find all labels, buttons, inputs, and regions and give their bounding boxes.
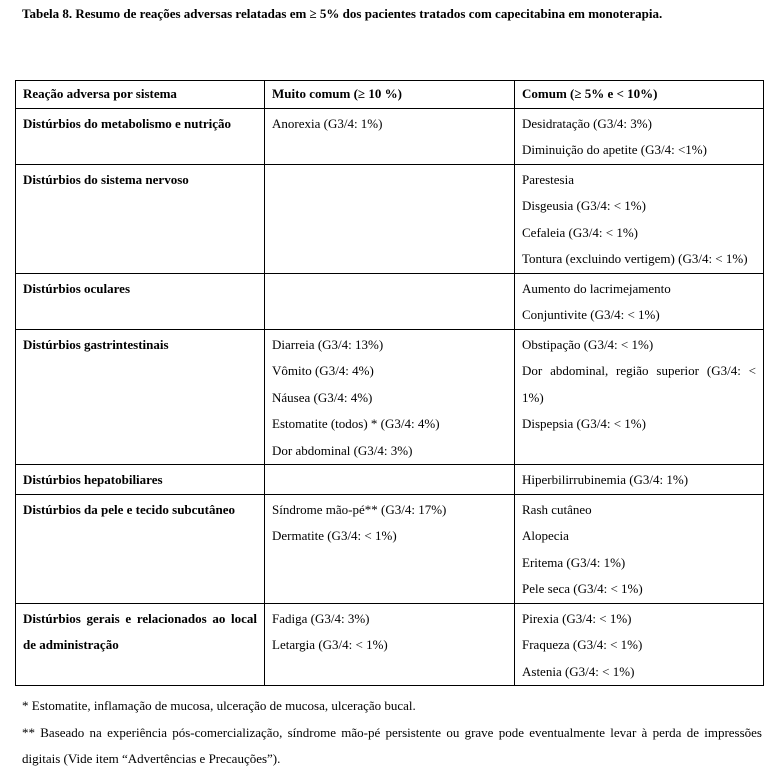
- common-cell: [515, 273, 764, 329]
- table-row: [16, 465, 764, 495]
- reaction-item: Cefaleia (G3/4: < 1%): [522, 224, 638, 240]
- reaction-item: Astenia (G3/4: < 1%): [522, 663, 635, 679]
- footnotes: [22, 693, 762, 773]
- reaction-item: Disgeusia (G3/4: < 1%): [522, 198, 646, 213]
- reaction-item: Dermatite (G3/4: < 1%): [272, 528, 397, 543]
- reaction-item: Fraqueza (G3/4: < 1%): [522, 637, 643, 652]
- common-cell: [515, 494, 764, 603]
- header-common: Comum (≥ 5% e < 10%): [515, 81, 764, 109]
- system-cell: Distúrbios gerais e relacionados ao local de administração: [16, 603, 265, 686]
- very-common-cell: [265, 108, 515, 164]
- table-row: [16, 494, 764, 603]
- very-common-cell: [265, 603, 515, 686]
- common-cell: [515, 108, 764, 164]
- common-cell: [515, 164, 764, 273]
- system-cell: Distúrbios da pele e tecido subcutâneo: [16, 494, 265, 603]
- table-row: [16, 108, 764, 164]
- reaction-item: Diarreia (G3/4: 13%): [272, 336, 384, 352]
- common-cell: [515, 329, 764, 465]
- system-cell: Distúrbios hepatobiliares: [16, 465, 265, 495]
- reaction-item: Conjuntivite (G3/4: < 1%): [522, 307, 660, 322]
- reaction-item: Alopecia: [522, 528, 569, 543]
- table-row: [16, 329, 764, 465]
- common-cell: [515, 465, 764, 495]
- very-common-cell: [265, 329, 515, 465]
- reaction-item: Náusea (G3/4: 4%): [272, 389, 373, 405]
- table-row: [16, 164, 764, 273]
- reaction-item: Tontura (excluindo vertigem) (G3/4: < 1%): [522, 251, 748, 266]
- header-system: Reação adversa por sistema: [16, 81, 265, 109]
- reaction-item: Dor abdominal, região superior (G3/4: < 1%): [522, 363, 756, 405]
- reaction-item: Letargia (G3/4: < 1%): [272, 637, 388, 652]
- footnote-stomatitis: * Estomatite, inflamação de mucosa, ulceração de mucosa, ulceração bucal.: [22, 698, 416, 713]
- table-caption: Tabela 8. Resumo de reações adversas relatadas em ≥ 5% dos pacientes tratados com capecitabina em monoterapia.: [22, 6, 663, 21]
- table-row: [16, 273, 764, 329]
- reaction-item: Parestesia: [522, 171, 574, 187]
- reaction-item: Diminuição do apetite (G3/4: <1%): [522, 142, 707, 157]
- reaction-item: Aumento do lacrimejamento: [522, 280, 671, 296]
- reaction-item: Fadiga (G3/4: 3%): [272, 610, 370, 626]
- reaction-item: Obstipação (G3/4: < 1%): [522, 336, 654, 352]
- footnote-hand-foot-syndrome: ** Baseado na experiência pós-comercialização, síndrome mão-pé persistente ou grave pode eventualmente levar à perda de impressões digitais (Vide item “Advertências e Precauções”).: [22, 724, 762, 766]
- system-cell: Distúrbios oculares: [16, 273, 265, 329]
- very-common-cell: [265, 164, 515, 273]
- reaction-item: Dor abdominal (G3/4: 3%): [272, 442, 413, 458]
- system-cell: Distúrbios do sistema nervoso: [16, 164, 265, 273]
- very-common-cell: [265, 465, 515, 495]
- common-cell: [515, 603, 764, 686]
- reaction-item: Dispepsia (G3/4: < 1%): [522, 416, 646, 431]
- system-cell: Distúrbios gastrintestinais: [16, 329, 265, 465]
- reaction-item: Desidratação (G3/4: 3%): [522, 115, 652, 131]
- reaction-item: Vômito (G3/4: 4%): [272, 363, 374, 378]
- reaction-item: Pirexia (G3/4: < 1%): [522, 610, 632, 626]
- reaction-item: Síndrome mão-pé** (G3/4: 17%): [272, 501, 447, 517]
- system-cell: Distúrbios do metabolismo e nutrição: [16, 108, 265, 164]
- reaction-item: Estomatite (todos) * (G3/4: 4%): [272, 416, 440, 431]
- table-body: [16, 108, 764, 686]
- table-header-row: [16, 81, 764, 109]
- reaction-item: Hiperbilirrubinemia (G3/4: 1%): [522, 472, 689, 487]
- reaction-item: Rash cutâneo: [522, 501, 592, 517]
- reaction-item: Eritema (G3/4: 1%): [522, 554, 626, 570]
- table-row: [16, 603, 764, 686]
- very-common-cell: [265, 494, 515, 603]
- reaction-item: Pele seca (G3/4: < 1%): [522, 581, 643, 596]
- reaction-item: Anorexia (G3/4: 1%): [272, 115, 383, 131]
- very-common-cell: [265, 273, 515, 329]
- adverse-reactions-table: [15, 80, 764, 686]
- header-very-common: Muito comum (≥ 10 %): [265, 81, 515, 109]
